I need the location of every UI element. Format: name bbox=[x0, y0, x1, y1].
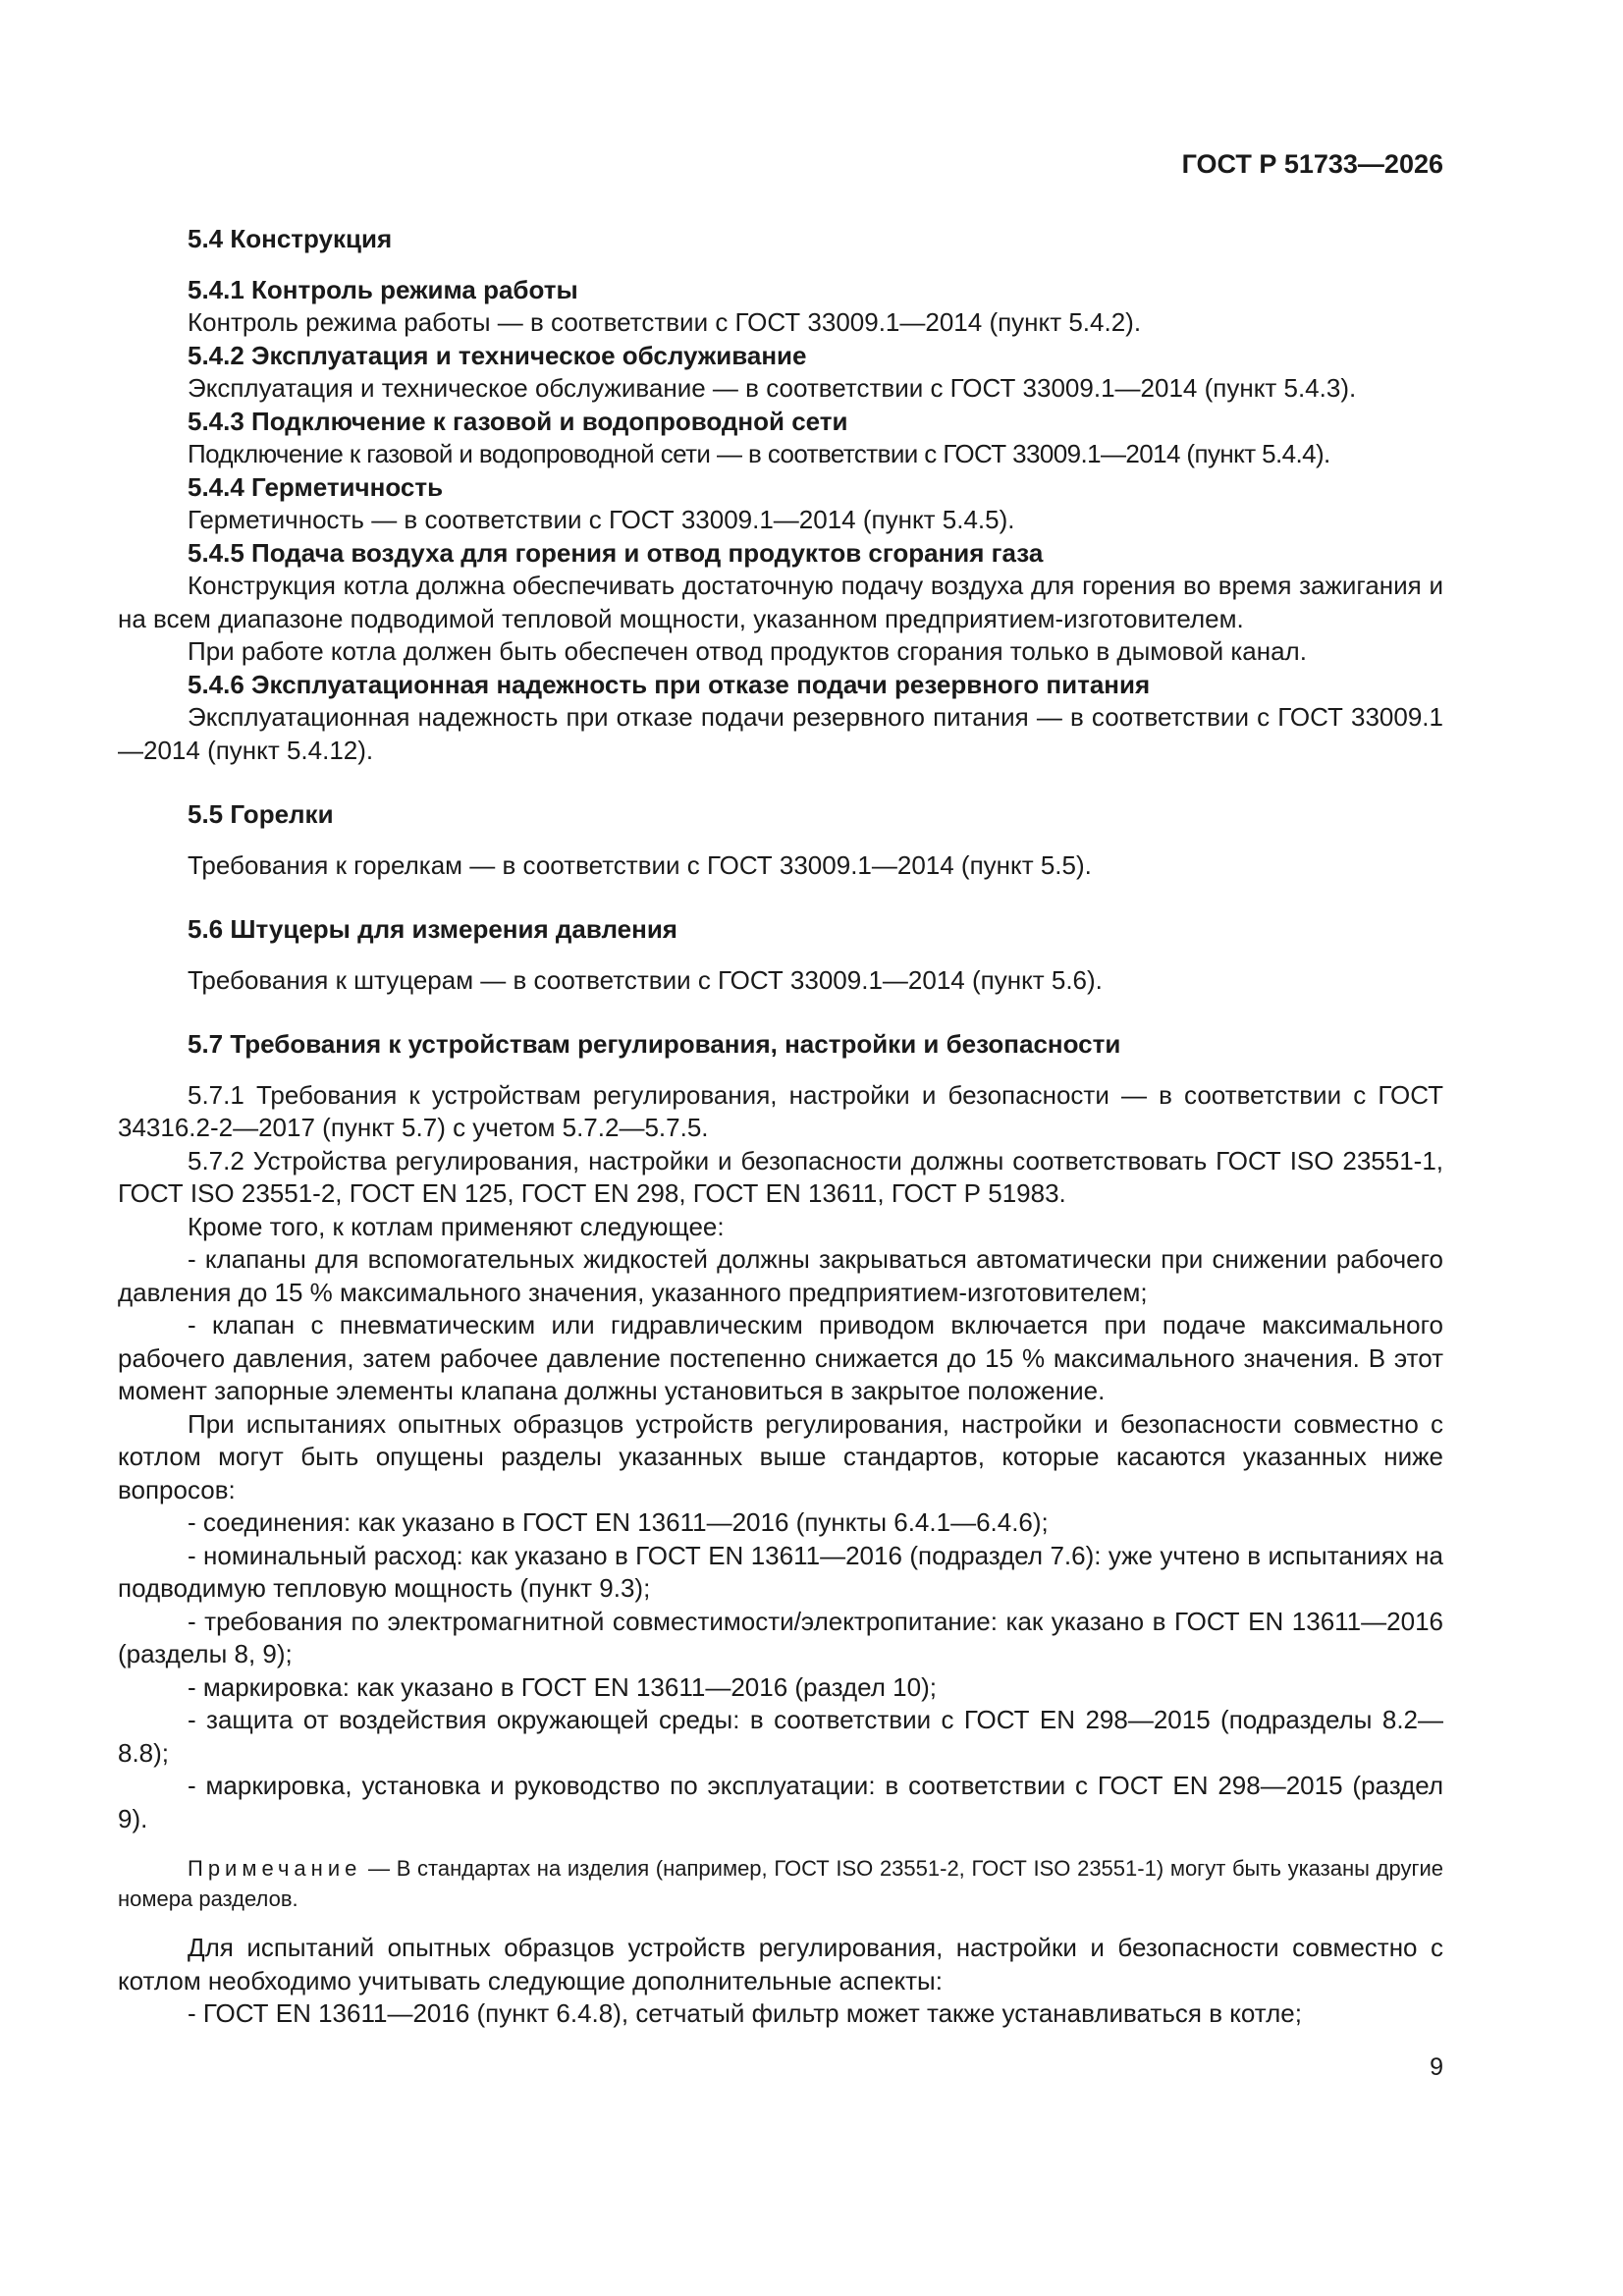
subsection-heading-5-4-6: 5.4.6 Эксплуатационная надежность при отказе подачи резервного питания bbox=[188, 669, 1151, 699]
paragraph: При работе котла должен быть обеспечен отвод продуктов сгорания только в дымовой канал. bbox=[188, 636, 1307, 666]
note-text: В стандартах на изделия (например, ГОСТ ISO 23551-2, ГОСТ ISO 23551-1) могут быть указаны другие номера разделов. bbox=[118, 1856, 1443, 1911]
list-item: - клапаны для вспомогательных жидкостей должны закрываться автоматически при снижении рабочего давления до 15 % максимального значения, указанного предприятием-изготовителем; bbox=[118, 1244, 1443, 1307]
page-number: 9 bbox=[1430, 2053, 1443, 2081]
section-heading-5-5: 5.5 Горелки bbox=[188, 799, 334, 829]
document-body bbox=[118, 223, 1443, 2031]
list-item: - номинальный расход: как указано в ГОСТ EN 13611—2016 (подраздел 7.6): уже учтено в испытаниях на подводимую тепловую мощность (пункт 9.3); bbox=[118, 1540, 1443, 1603]
paragraph: Эксплуатационная надежность при отказе подачи резервного питания — в соответствии с ГОСТ 33009.1—2014 (пункт 5.4.12). bbox=[118, 702, 1443, 765]
paragraph: Контроль режима работы — в соответствии с ГОСТ 33009.1—2014 (пункт 5.4.2). bbox=[188, 307, 1142, 337]
paragraph: 5.7.2 Устройства регулирования, настройки и безопасности должны соответствовать ГОСТ ISO 23551-1, ГОСТ ISO 23551-2, ГОСТ EN 125, ГОСТ EN 298, ГОСТ EN 13611, ГОСТ Р 51983. bbox=[118, 1145, 1443, 1208]
subsection-heading-5-4-2: 5.4.2 Эксплуатация и техническое обслуживание bbox=[188, 340, 807, 370]
section-heading-5-7: 5.7 Требования к устройствам регулирования, настройки и безопасности bbox=[188, 1029, 1121, 1059]
list-item: - маркировка: как указано в ГОСТ EN 13611—2016 (раздел 10); bbox=[188, 1671, 937, 1702]
list-item: - маркировка, установка и руководство по эксплуатации: в соответствии с ГОСТ EN 298—2015 (раздел 9). bbox=[118, 1771, 1443, 1833]
paragraph: Герметичность — в соответствии с ГОСТ 33009.1—2014 (пункт 5.4.5). bbox=[188, 505, 1015, 534]
paragraph: Подключение к газовой и водопроводной сети — в соответствии с ГОСТ 33009.1—2014 (пункт 5.4.4). bbox=[188, 439, 1330, 468]
subsection-heading-5-4-5: 5.4.5 Подача воздуха для горения и отвод продуктов сгорания газа bbox=[188, 537, 1044, 568]
note-label: Примечание bbox=[188, 1856, 362, 1881]
section-heading-5-6: 5.6 Штуцеры для измерения давления bbox=[188, 914, 677, 944]
paragraph: Для испытаний опытных образцов устройств регулирования, настройки и безопасности совместно с котлом необходимо учитывать следующие дополнительные аспекты: bbox=[118, 1933, 1443, 1995]
section-heading-5-4: 5.4 Конструкция bbox=[188, 224, 393, 253]
list-item: - соединения: как указано в ГОСТ EN 13611—2016 (пункты 6.4.1—6.4.6); bbox=[188, 1507, 1049, 1537]
paragraph: Эксплуатация и техническое обслуживание — в соответствии с ГОСТ 33009.1—2014 (пункт 5.4.3). bbox=[188, 373, 1357, 403]
subsection-heading-5-4-1: 5.4.1 Контроль режима работы bbox=[188, 274, 578, 304]
paragraph: Конструкция котла должна обеспечивать достаточную подачу воздуха для горения во время зажигания и на всем диапазоне подводимой тепловой мощности, указанном предприятием-изготовителем. bbox=[118, 571, 1443, 633]
paragraph: Кроме того, к котлам применяют следующее: bbox=[188, 1211, 725, 1241]
note-dash: — bbox=[361, 1856, 397, 1881]
paragraph: 5.7.1 Требования к устройствам регулирования, настройки и безопасности — в соответствии с ГОСТ 34316.2-2—2017 (пункт 5.7) с учетом 5.7.2—5.7.5. bbox=[118, 1079, 1443, 1142]
subsection-heading-5-4-4: 5.4.4 Герметичность bbox=[188, 471, 444, 502]
list-item: - клапан с пневматическим или гидравлическим приводом включается при подаче максимального рабочего давления, затем рабочее давление постепенно снижается до 15 % максимального значения. В этот момент запорные элементы клапана должны установиться в закрытое положение. bbox=[118, 1310, 1443, 1405]
paragraph: Требования к горелкам — в соответствии с ГОСТ 33009.1—2014 (пункт 5.5). bbox=[188, 849, 1092, 880]
list-item: - защита от воздействия окружающей среды: в соответствии с ГОСТ EN 298—2015 (подразделы 8.2—8.8); bbox=[118, 1705, 1443, 1768]
document-page bbox=[118, 0, 1443, 2296]
paragraph: При испытаниях опытных образцов устройств регулирования, настройки и безопасности совместно с котлом могут быть опущены разделы указанных выше стандартов, которые касаются указанных ниже вопросов: bbox=[118, 1408, 1443, 1504]
document-code: ГОСТ Р 51733—2026 bbox=[1181, 149, 1443, 179]
paragraph: Требования к штуцерам — в соответствии с ГОСТ 33009.1—2014 (пункт 5.6). bbox=[188, 964, 1103, 995]
list-item: - требования по электромагнитной совместимости/электропитание: как указано в ГОСТ EN 13611—2016 (разделы 8, 9); bbox=[118, 1606, 1443, 1668]
subsection-heading-5-4-3: 5.4.3 Подключение к газовой и водопроводной сети bbox=[188, 406, 848, 436]
note bbox=[118, 1853, 1443, 1914]
list-item: - ГОСТ EN 13611—2016 (пункт 6.4.8), сетчатый фильтр может также устанавливаться в котле; bbox=[188, 1998, 1302, 2028]
